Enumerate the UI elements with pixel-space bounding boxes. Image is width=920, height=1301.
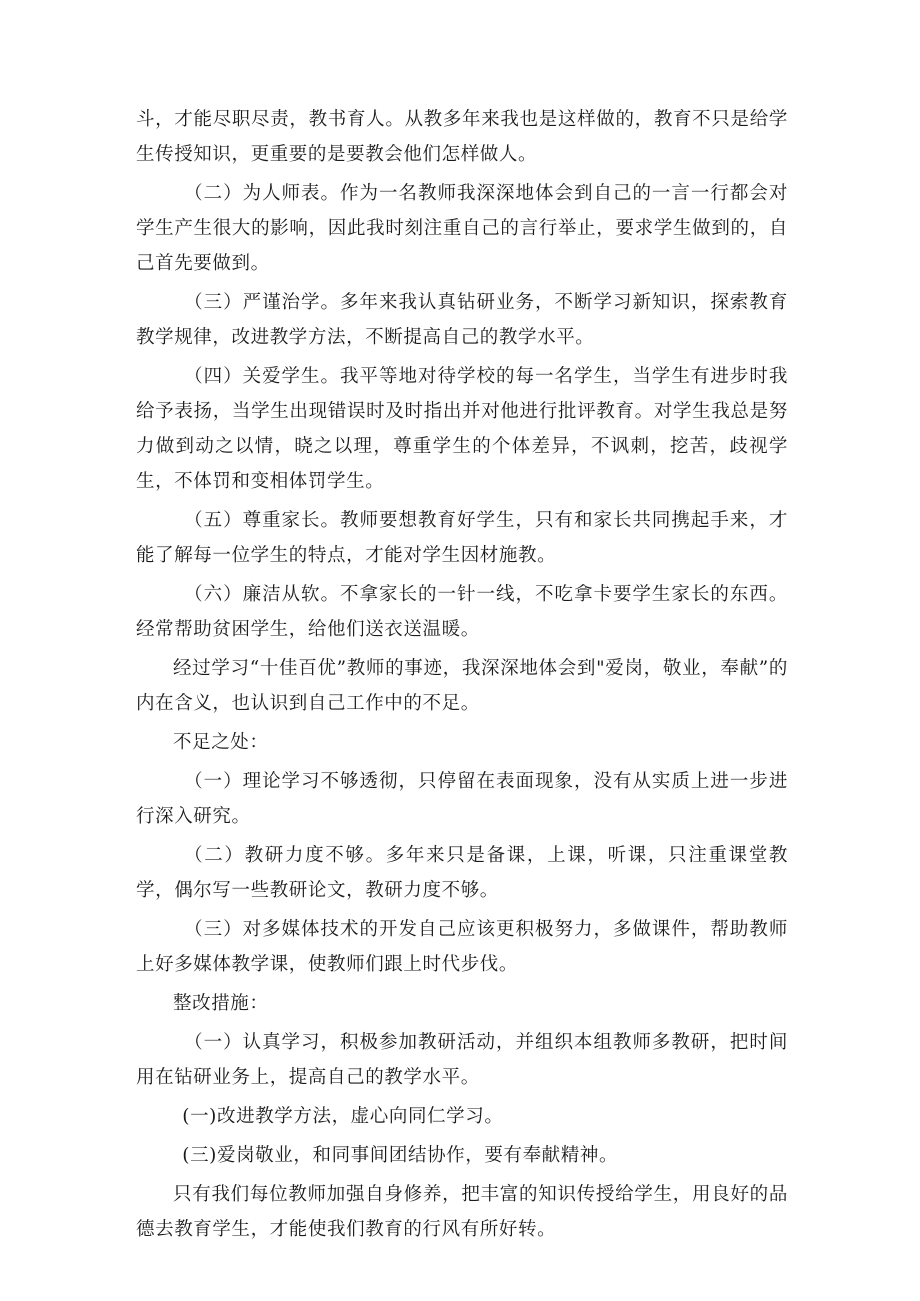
heading-improvement-measures: 整改措施： [173, 993, 269, 1014]
paragraph-measure-1: （一）认真学习，积极参加教研活动，并组织本组教师多教研，把时间用在钻研业务上，提高自己的教学水平。 [136, 1032, 788, 1088]
paragraph-role-model: （二）为人师表。作为一名教师我深深地体会到自己的一言一行都会对学生产生很大的影响，因此我时刻注重自己的言行举止，要求学生做到的，自己首先要做到。 [136, 183, 788, 274]
paragraph-respect-parents: （五）尊重家长。教师要想教育好学生，只有和家长共同携起手来，才能了解每一位学生的特点，才能对学生因材施教。 [136, 510, 788, 566]
paragraph-care-students: （四）关爱学生。我平等地对待学校的每一名学生，当学生有进步时我给予表扬，当学生出现错误时及时指出并对他进行批评教育。对学生我总是努力做到动之以情，晓之以理，尊重学生的个体差异，不讽刺，挖苦，歧视学生，不体罚和变相体罚学生。 [136, 366, 788, 492]
paragraph-conclusion: 只有我们每位教师加强自身修养，把丰富的知识传授给学生，用良好的品德去教育学生，才能使我们教育的行风有所好转。 [136, 1184, 788, 1240]
heading-shortcomings: 不足之处： [173, 732, 269, 753]
document-body [136, 102, 788, 1247]
paragraph-measure-3: (三)爱岗敬业，和同事间团结协作，要有奉献精神。 [182, 1145, 619, 1166]
paragraph-rigorous-study: （三）严谨治学。多年来我认真钻研业务，不断学习新知识，探索教育教学规律，改进教学方法，不断提高自己的教学水平。 [136, 292, 788, 348]
paragraph-shortcoming-1: （一）理论学习不够透彻，只停留在表面现象，没有从实质上进一步进行深入研究。 [136, 771, 788, 827]
paragraph-integrity: （六）廉洁从软。不拿家长的一针一线，不吃拿卡要学生家长的东西。经常帮助贫困学生，给他们送衣送温暖。 [136, 584, 788, 640]
paragraph-shortcoming-3: （三）对多媒体技术的开发自己应该更积极努力，多做课件，帮助教师上好多媒体教学课，使教师们跟上时代步伐。 [136, 919, 788, 975]
paragraph-continuation: 斗，才能尽职尽责，教书育人。从教多年来我也是这样做的，教育不只是给学生传授知识，更重要的是要教会他们怎样做人。 [136, 109, 788, 165]
paragraph-shortcoming-2: （二）教研力度不够。多年来只是备课，上课，听课，只注重课堂教学，偶尔写一些教研论文，教研力度不够。 [136, 845, 788, 901]
paragraph-measure-2: (一)改进教学方法，虚心向同仁学习。 [182, 1106, 504, 1127]
paragraph-learning-summary: 经过学习“十佳百优”教师的事迹，我深深地体会到"爱岗，敬业，奉献”的内在含义，也认识到自己工作中的不足。 [136, 658, 788, 714]
